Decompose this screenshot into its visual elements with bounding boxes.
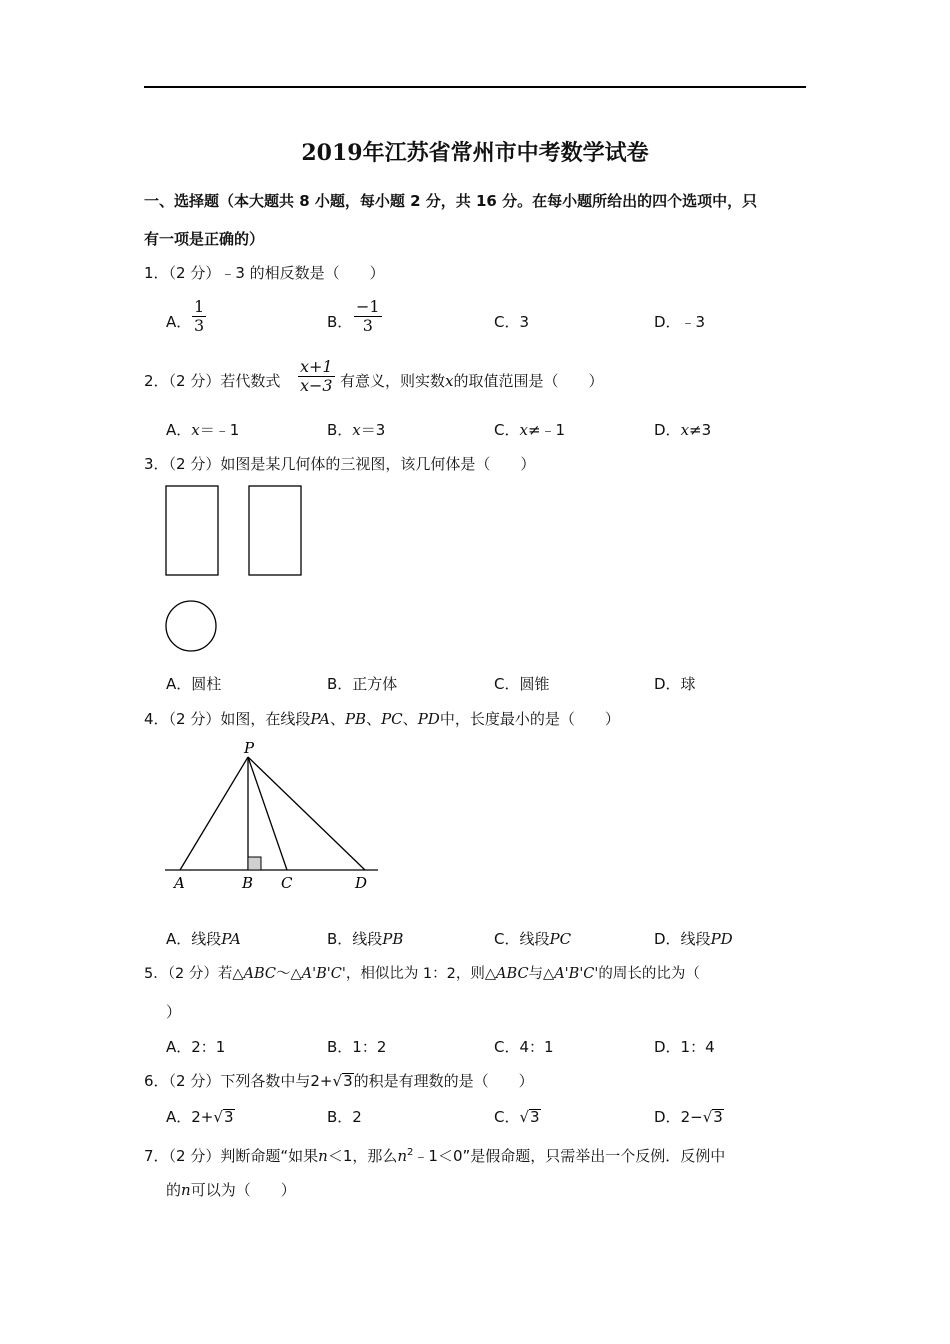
option-value: ≠3	[689, 421, 712, 439]
label-b: B	[242, 874, 254, 892]
question-4	[144, 710, 620, 728]
segment-pa	[180, 757, 248, 870]
q3-option-c: C．圆锥	[494, 675, 550, 693]
option-label: D．线段	[654, 930, 711, 948]
question-7-line2	[166, 1181, 296, 1199]
q4-option-a	[166, 930, 241, 948]
option-value: ＝﹣1	[199, 421, 240, 439]
radicand: 3	[343, 1072, 353, 1090]
segment-name: PB	[344, 710, 367, 728]
q5-option-a: A．2：1	[166, 1038, 226, 1056]
question-text: 判断命题“如果	[220, 1147, 319, 1165]
option-label: A．	[166, 1108, 192, 1126]
question-number: 2．	[144, 372, 169, 390]
label-p: P	[244, 740, 255, 757]
radicand: 3	[713, 1108, 723, 1126]
q5-option-c: C．4：1	[494, 1038, 554, 1056]
question-5	[144, 965, 700, 983]
q3-option-a: A．圆柱	[166, 675, 222, 693]
q3-option-b: B．正方体	[327, 675, 398, 693]
q4-option-b	[327, 930, 403, 948]
fraction-denominator: 3	[194, 316, 205, 335]
question-text: 如图是某几何体的三视图，该几何体是（ ）	[220, 455, 536, 473]
fraction-numerator: −1	[356, 297, 380, 316]
question-text: 的周长的比为（	[598, 966, 700, 982]
question-text: 的积是有理数的是（ ）	[353, 1072, 534, 1090]
question-number: 5．	[144, 966, 168, 982]
q2-option-b	[327, 421, 385, 439]
label-a: A	[174, 874, 185, 892]
question-text: 的	[166, 1181, 182, 1199]
variable: x	[519, 421, 528, 439]
question-text: 中，长度最小的是（ ）	[439, 710, 620, 728]
variable: x	[445, 372, 454, 390]
separator: 、	[366, 710, 382, 728]
variable: n	[181, 1181, 191, 1199]
q1-option-d: D．﹣3	[654, 313, 706, 331]
segment-pc	[248, 757, 287, 870]
variable: n	[318, 1147, 328, 1165]
option-label: A．线段	[166, 930, 222, 948]
question-text: 的取值范围是（ ）	[453, 372, 604, 390]
question-text: 下列各数中与	[220, 1072, 311, 1090]
side-view-rectangle	[249, 486, 301, 575]
question-6: 6．（2 分）下列各数中与2+√3的积是有理数的是（ ）	[144, 1072, 534, 1090]
segment-name: PC	[381, 710, 403, 728]
question-text: 可以为（ ）	[190, 1181, 296, 1199]
question-score: （2 分）	[168, 372, 221, 390]
radicand: 3	[530, 1108, 540, 1126]
question-text: 若代数式	[220, 372, 281, 390]
three-view-figure	[160, 482, 310, 657]
question-number: 7．	[144, 1147, 169, 1165]
question-score: （2 分）	[168, 1147, 221, 1165]
variable: x	[680, 421, 690, 439]
section-heading-line1: 一、选择题（本大题共 8 小题，每小题 2 分，共 16 分。在每小题所给出的四个选项中，只	[144, 192, 758, 210]
option-label: C．线段	[494, 930, 550, 948]
page-title: 2019年江苏省常州市中考数学试卷	[301, 140, 649, 166]
separator: 、	[329, 710, 345, 728]
top-view-circle	[166, 601, 216, 651]
option-label: A．	[166, 421, 192, 439]
q1-option-a-fraction	[192, 298, 206, 335]
question-text: 如图，在线段	[220, 710, 311, 728]
fraction-denominator: 3	[362, 316, 373, 335]
q4-option-d	[654, 930, 733, 948]
right-angle-mark	[248, 857, 261, 870]
variable: x	[352, 421, 361, 439]
q1-option-c: C．3	[494, 313, 530, 331]
expression-part: 2+	[191, 1108, 214, 1126]
question-text: ＜1，那么	[327, 1147, 398, 1165]
segments-figure	[160, 740, 385, 895]
segment-name: PD	[417, 710, 440, 728]
q5-option-d: D．1：4	[654, 1038, 715, 1056]
question-text: ﹣3 的相反数是（ ）	[220, 264, 385, 282]
radicand: 3	[223, 1108, 234, 1126]
fraction-denominator: x−3	[300, 376, 333, 395]
q2-option-c	[494, 421, 565, 439]
option-label: D．	[654, 1108, 681, 1126]
option-label: D．	[654, 421, 681, 439]
question-text: 与△	[528, 966, 555, 982]
question-text: ～△	[275, 966, 302, 982]
question-1	[144, 264, 385, 282]
exponent: 2	[407, 1147, 414, 1158]
q2-option-a	[166, 421, 239, 439]
fraction-numerator: x+1	[300, 357, 333, 376]
segment-name: PA	[310, 710, 330, 728]
variable: x	[191, 421, 200, 439]
option-label: B．线段	[327, 930, 383, 948]
question-2-suffix	[340, 372, 604, 390]
q1-option-a-label: A．	[166, 313, 192, 331]
question-number: 3．	[144, 455, 169, 473]
question-score: （2 分）	[168, 1072, 221, 1090]
question-text: 有意义，则实数	[340, 372, 446, 390]
segment-name: PD	[710, 930, 733, 948]
option-label: C．	[494, 1108, 520, 1126]
question-score: （2 分）	[168, 455, 221, 473]
q6-option-a: A．2+√3	[166, 1108, 234, 1126]
q4-option-c	[494, 930, 571, 948]
label-d: D	[355, 874, 368, 892]
segment-pd	[248, 757, 365, 870]
header-rule	[144, 86, 806, 88]
segment-name: PC	[549, 930, 572, 948]
question-number: 1．	[144, 264, 169, 282]
question-score: （2 分）	[168, 710, 221, 728]
question-text: ﹣1＜0”是假命题，只需举出一个反例．反例中	[413, 1147, 726, 1165]
question-text: ，相似比为 1：2，则△	[345, 966, 497, 982]
section-heading-line2: 有一项是正确的）	[144, 230, 265, 248]
triangle-name: A'B'C'	[301, 966, 346, 982]
question-score: （2 分）	[168, 264, 221, 282]
question-5-line2: ）	[166, 1003, 182, 1021]
segment-name: PA	[221, 930, 241, 948]
option-label: C．	[494, 421, 520, 439]
fraction-numerator: 1	[194, 297, 205, 316]
question-2-prefix	[144, 372, 280, 390]
q1-option-b-fraction	[354, 298, 382, 335]
segment-name: PB	[382, 930, 404, 948]
q6-option-b: B．2	[327, 1108, 362, 1126]
option-value: ＝3	[360, 421, 386, 439]
triangle-name: A'B'C'	[554, 966, 599, 982]
question-text: 若△	[217, 966, 244, 982]
q6-option-c: C．√3	[494, 1108, 540, 1126]
label-c: C	[281, 874, 293, 892]
expression-part: 2+	[310, 1072, 333, 1090]
question-number: 6．	[144, 1072, 169, 1090]
q1-option-b-label: B．	[327, 313, 353, 331]
q3-option-d: D．球	[654, 675, 696, 693]
option-label: B．	[327, 421, 353, 439]
expression-part: 2−	[680, 1108, 703, 1126]
q2-option-d	[654, 421, 711, 439]
question-number: 4．	[144, 710, 169, 728]
question-3	[144, 455, 535, 473]
question-7	[144, 1144, 725, 1165]
separator: 、	[402, 710, 418, 728]
triangle-name: ABC	[243, 966, 276, 982]
triangle-name: ABC	[496, 966, 529, 982]
option-value: ≠﹣1	[527, 421, 566, 439]
variable: n	[397, 1147, 408, 1165]
q2-expression-fraction	[298, 358, 335, 395]
front-view-rectangle	[166, 486, 218, 575]
q5-option-b: B．1：2	[327, 1038, 387, 1056]
question-score: （2 分）	[167, 966, 218, 982]
q6-option-d: D．2−√3	[654, 1108, 723, 1126]
